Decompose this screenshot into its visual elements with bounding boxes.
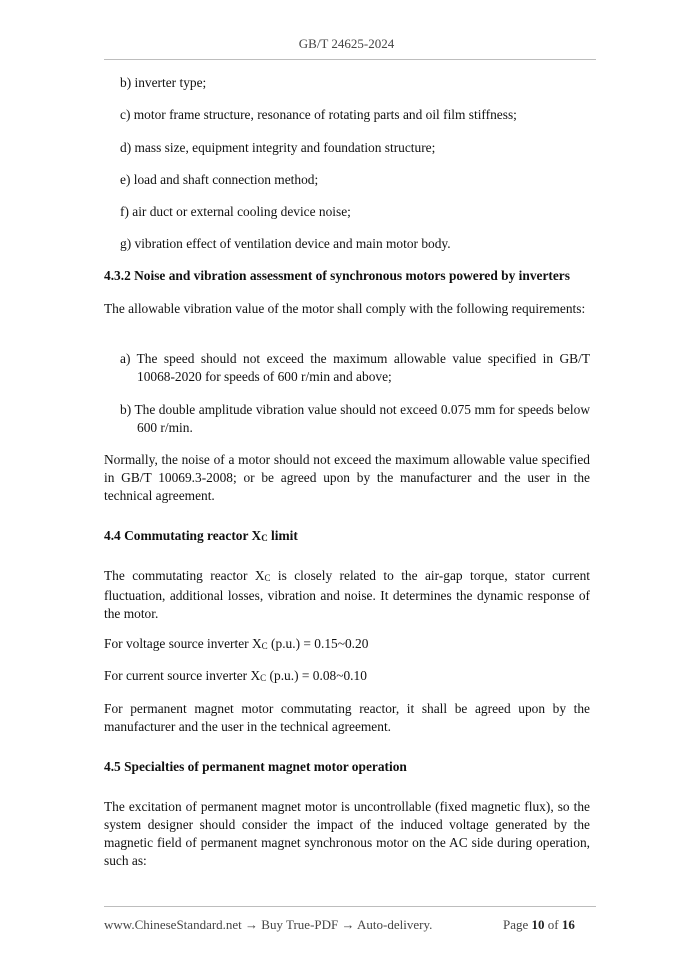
arrow-right-icon: → (341, 917, 355, 932)
requirement-item-a: a) The speed should not exceed the maximum allowable value specified in GB/T 10068-2020 for speeds of 600 r/min and above; (120, 351, 590, 384)
paragraph: For permanent magnet motor commutating reactor, it shall be agreed upon by the manufacturer and the user in the technical agreement. (104, 701, 590, 734)
arrow-right-icon: → (245, 917, 259, 932)
footer-divider (104, 906, 596, 907)
list-item: g) vibration effect of ventilation device and main motor body. (120, 236, 451, 251)
page-indicator: Page 10 of 16 (503, 917, 575, 932)
paragraph: Normally, the noise of a motor should not exceed the maximum allowable value specified in GB/T 10069.3-2008; or be agreed upon by the manufacturer and the user in the technical agreement. (104, 452, 590, 503)
list-item: d) mass size, equipment integrity and foundation structure; (120, 140, 436, 155)
auto-delivery-text: Auto-delivery. (354, 917, 433, 932)
formula-csi: For current source inverter $X_C$ (p.u.) = 0.08~0.10 (104, 668, 367, 683)
document-id-header: GB/T 24625-2024 (298, 36, 395, 51)
section-heading-4-5: 4.5 Specialties of permanent magnet motor operation (104, 759, 407, 774)
paragraph: The commutating reactor $X_C$ is closely related to the air-gap torque, stator current fluctuation, additional losses, vibration and noise. It determines the dynamic response of the motor. (104, 568, 590, 621)
header-divider (104, 59, 596, 60)
list-item: e) load and shaft connection method; (120, 172, 319, 187)
paragraph: The allowable vibration value of the motor shall comply with the following requirements: (104, 301, 586, 316)
formula-vsi: For voltage source inverter $X_C$ (p.u.) = 0.15~0.20 (104, 636, 369, 651)
paragraph: The excitation of permanent magnet motor is uncontrollable (fixed magnetic flux), so the system designer should consider the impact of the induced voltage generated by the magnetic field of permanent magnet synchronous motor on the AC side during operation, such as: (104, 799, 590, 868)
list-item: c) motor frame structure, resonance of rotating parts and oil film stiffness; (120, 107, 517, 122)
site-link[interactable]: www.ChineseStandard.net (104, 917, 242, 932)
list-item: f) air duct or external cooling device noise; (120, 204, 351, 219)
footer-links (104, 917, 432, 933)
section-heading-4-3-2: 4.3.2 Noise and vibration assessment of synchronous motors powered by inverters (104, 268, 570, 283)
list-item: b) inverter type; (120, 75, 207, 90)
buy-pdf-text: Buy True-PDF (258, 917, 342, 932)
section-heading-4-4: 4.4 Commutating reactor $X_C$ limit (104, 528, 298, 543)
requirement-item-b: b) The double amplitude vibration value should not exceed 0.075 mm for speeds below 600 r/min. (120, 402, 590, 435)
